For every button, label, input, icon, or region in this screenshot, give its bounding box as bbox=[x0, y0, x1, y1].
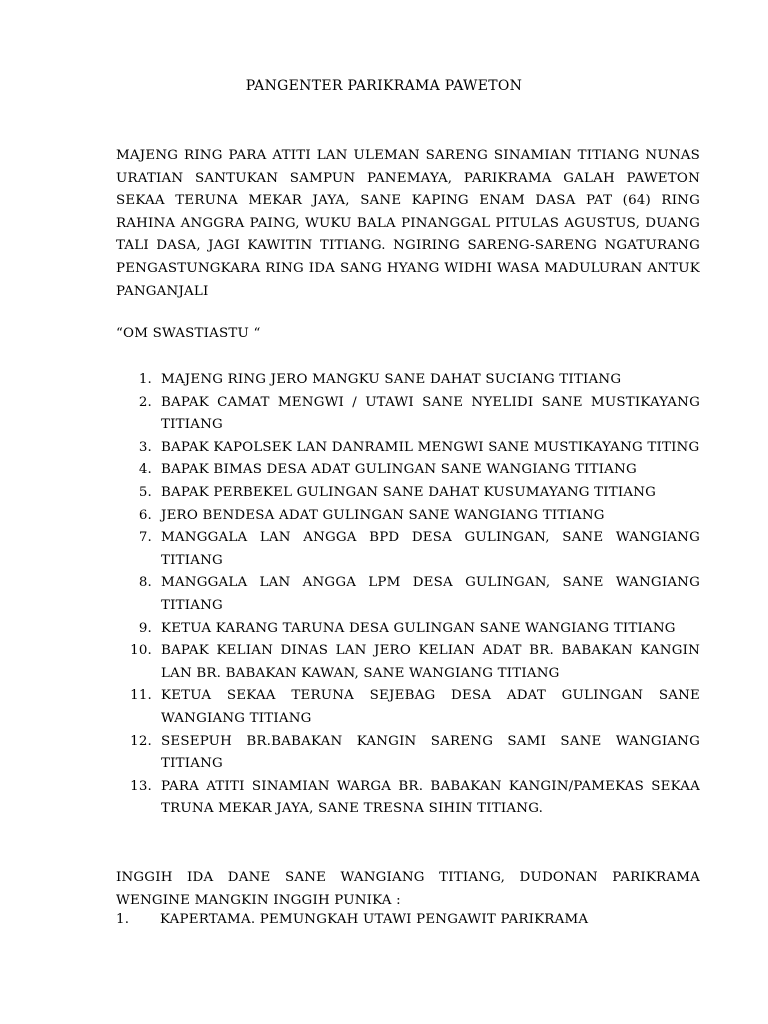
list-number: 1. bbox=[138, 372, 152, 387]
list-item bbox=[116, 640, 700, 685]
list-item bbox=[116, 572, 700, 617]
closing-paragraph: INGGIH IDA DANE SANE WANGIANG TITIANG, DUDONAN PARIKRAMA WENGINE MANGKIN INGGIH PUNIKA : bbox=[116, 870, 700, 908]
list-text: BAPAK KELIAN DINAS LAN JERO KELIAN ADAT BR. BABAKAN KANGIN LAN BR. BABAKAN KAWAN, SANE WANGIANG TITIANG bbox=[161, 643, 700, 681]
list-text: BAPAK PERBEKEL GULINGAN SANE DAHAT KUSUMAYANG TITIANG bbox=[161, 484, 657, 500]
list-item bbox=[116, 618, 700, 641]
list-item bbox=[116, 392, 700, 437]
list-text: SESEPUH BR.BABAKAN KANGIN SARENG SAMI SANE WANGIANG TITIANG bbox=[161, 733, 700, 772]
agenda-text: KAPERTAMA. PEMUNGKAH UTAWI PENGAWIT PARIKRAMA bbox=[160, 912, 589, 927]
agenda-number: 1. bbox=[116, 912, 130, 927]
list-text: MANGGALA LAN ANGGA BPD DESA GULINGAN, SANE WANGIANG TITIANG bbox=[161, 530, 700, 568]
list-number: 5. bbox=[138, 484, 152, 500]
list-item bbox=[116, 482, 700, 505]
document-title: PANGENTER PARIKRAMA PAWETON bbox=[245, 78, 523, 94]
list-number: 4. bbox=[138, 462, 152, 478]
list-text: PARA ATITI SINAMIAN WARGA BR. BABAKAN KANGIN/PAMEKAS SEKAA TRUNA MEKAR JAYA, SANE TRESNA SIHIN TITIANG. bbox=[161, 778, 700, 817]
greeting: “OM SWASTIASTU “ bbox=[116, 326, 261, 341]
list-item bbox=[116, 459, 700, 482]
list-text: MAJENG RING JERO MANGKU SANE DAHAT SUCIANG TITIANG bbox=[161, 372, 622, 387]
agenda-item bbox=[116, 912, 588, 927]
intro-paragraph: MAJENG RING PARA ATITI LAN ULEMAN SARENG SINAMIAN TITIANG NUNAS URATIAN SANTUKAN SAMPUN PANEMAYA, PARIKRAMA GALAH PAWETON SEKAA TERUNA MEKAR JAYA, SANE KAPING ENAM DASA PAT (64) RING RAHINA ANGGRA PAING, WUKU BALA PINANGGAL PITULAS AGUSTUS, DUANG TALI DASA, JAGI KAWITIN TITIANG. NGIRING SARENG-SARENG NGATURANG PENGASTUNGKARA RING IDA SANG HYANG WIDHI WASA MADULURAN ANTUK PANGANJALI bbox=[116, 148, 700, 299]
attendee-list bbox=[116, 369, 700, 821]
list-item bbox=[116, 505, 700, 528]
list-text: BAPAK CAMAT MENGWI / UTAWI SANE NYELIDI SANE MUSTIKAYANG TITIANG bbox=[161, 394, 700, 433]
list-text: BAPAK BIMAS DESA ADAT GULINGAN SANE WANGIANG TITIANG bbox=[161, 462, 637, 478]
list-number: 10. bbox=[130, 643, 152, 659]
list-item bbox=[116, 685, 700, 730]
list-number: 2. bbox=[138, 394, 152, 410]
list-item bbox=[116, 369, 700, 392]
list-item bbox=[116, 527, 700, 572]
list-number: 6. bbox=[138, 507, 152, 523]
list-number: 13. bbox=[130, 778, 152, 794]
list-text: JERO BENDESA ADAT GULINGAN SANE WANGIANG TITIANG bbox=[161, 507, 605, 523]
list-number: 11. bbox=[130, 688, 152, 704]
list-text: KETUA SEKAA TERUNA SEJEBAG DESA ADAT GULINGAN SANE WANGIANG TITIANG bbox=[161, 688, 700, 726]
list-item bbox=[116, 776, 700, 821]
list-item bbox=[116, 437, 700, 460]
list-item bbox=[116, 731, 700, 776]
list-text: KETUA KARANG TARUNA DESA GULINGAN SANE WANGIANG TITIANG bbox=[161, 620, 676, 636]
list-text: MANGGALA LAN ANGGA LPM DESA GULINGAN, SANE WANGIANG TITIANG bbox=[161, 575, 700, 613]
list-number: 3. bbox=[138, 439, 152, 455]
list-number: 12. bbox=[130, 733, 152, 749]
list-number: 9. bbox=[138, 620, 152, 636]
list-text: BAPAK KAPOLSEK LAN DANRAMIL MENGWI SANE MUSTIKAYANG TITING bbox=[161, 439, 700, 455]
list-number: 8. bbox=[138, 575, 152, 591]
list-number: 7. bbox=[138, 530, 152, 546]
